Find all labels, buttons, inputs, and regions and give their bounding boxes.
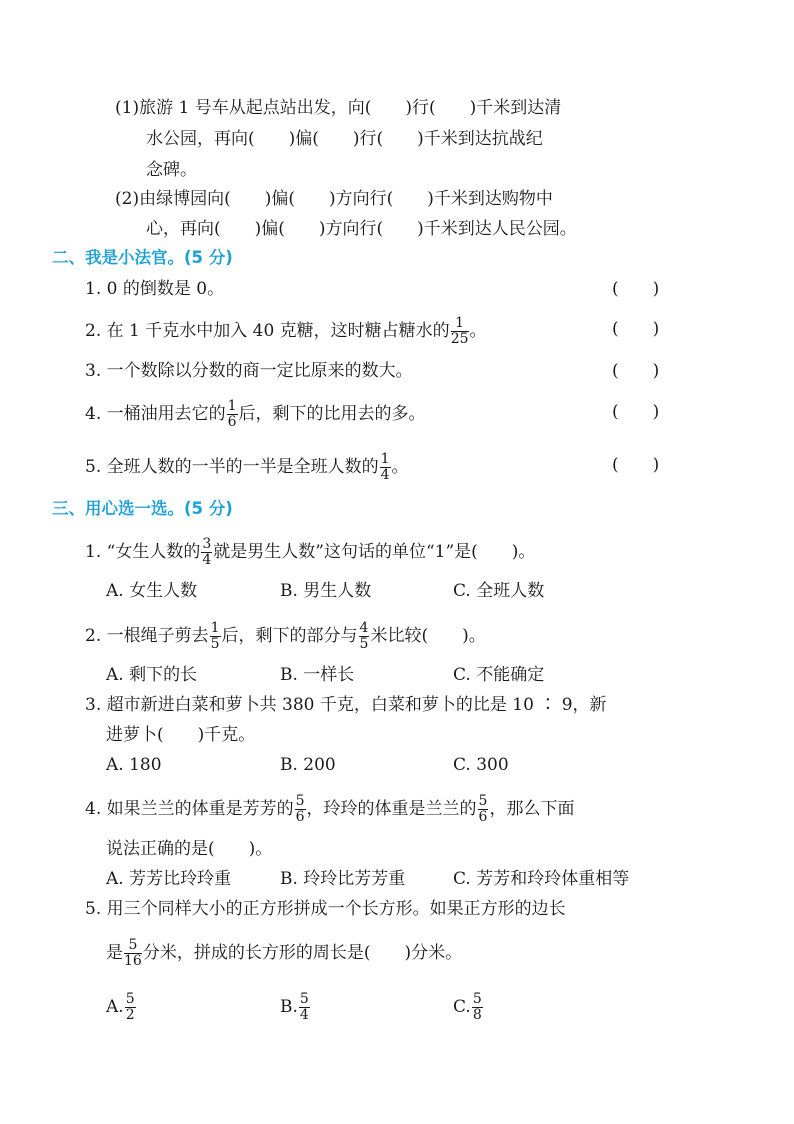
judge-item-1: 1. 0 的倒数是 0。: [85, 279, 225, 299]
judge-item-2-post: 。: [469, 321, 487, 341]
fraction: $\frac{3}{4}$: [202, 536, 212, 568]
choice-q2-option-b: B. 一样长: [280, 665, 355, 685]
fraction: $\frac{5}{8}$: [472, 991, 482, 1023]
choice-q1-option-a: A. 女生人数: [106, 581, 198, 601]
judge-item-5: 5. 全班人数的一半的一半是全班人数的 $\frac{1}{4}$ 。: [85, 451, 409, 483]
fraction: $\frac{5}{6}$: [478, 793, 488, 825]
choice-q5-line1: 5. 用三个同样大小的正方形拼成一个长方形。如果正方形的边长: [85, 899, 566, 919]
judge-answer-blank-1: ( ): [612, 279, 660, 299]
choice-q2: 2. 一根绳子剪去 $\frac{1}{5}$ 后，剩下的部分与 $\frac{4}{5}$ 米比较( )。: [85, 620, 486, 652]
fraction: $\frac{1}{5}$: [210, 620, 220, 652]
judge-answer-blank-5: ( ): [612, 455, 660, 475]
q1-b-line1: (2)由绿博园向( )偏( )方向行( )千米到达购物中: [115, 189, 553, 209]
section2-heading: 二、我是小法官。(5 分): [52, 248, 233, 267]
choice-q1: 1. “女生人数的 $\frac{3}{4}$ 就是男生人数”这句话的单位“1”是( )。: [85, 536, 536, 568]
fraction: $\frac{5}{4}$: [299, 991, 309, 1023]
fraction: $\frac{1}{6}$: [227, 398, 237, 430]
judge-item-4: 4. 一桶油用去它的 $\frac{1}{6}$ 后，剩下的比用去的多。: [85, 398, 426, 430]
choice-q4-option-c: C. 芳芳和玲玲体重相等: [453, 869, 630, 889]
choice-q3-line2: 进萝卜( )千克。: [106, 725, 256, 745]
section3-heading: 三、用心选一选。(5 分): [52, 499, 233, 518]
choice-q4-option-a: A. 芳芳比玲玲重: [106, 869, 232, 889]
fraction: $\frac{5}{16}$: [124, 937, 142, 969]
choice-q3-option-a: A. 180: [106, 755, 162, 775]
choice-q3-option-b: B. 200: [280, 755, 336, 775]
choice-q5-option-a: A. $\frac{5}{2}$: [106, 991, 135, 1023]
q1-b-line2: 心，再向( )偏( )方向行( )千米到达人民公园。: [146, 219, 577, 239]
fraction: $\frac{1}{4}$: [380, 451, 390, 483]
fraction: $\frac{5}{6}$: [295, 793, 305, 825]
choice-q5-option-b: B. $\frac{5}{4}$: [280, 991, 309, 1023]
choice-q2-option-a: A. 剩下的长: [106, 665, 198, 685]
choice-q1-option-b: B. 男生人数: [280, 581, 372, 601]
choice-q4-line2: 说法正确的是( )。: [106, 839, 273, 859]
choice-q5-line2: 是 $\frac{5}{16}$ 分米，拼成的长方形的周长是( )分米。: [106, 937, 463, 969]
judge-item-2: [85, 316, 487, 347]
fraction: $\frac{1}{25}$: [450, 315, 469, 347]
q1-a-line1: (1)旅游 1 号车从起点站出发，向( )行( )千米到达清: [115, 98, 562, 118]
fraction: $\frac{4}{5}$: [359, 620, 369, 652]
choice-q2-option-c: C. 不能确定: [453, 665, 545, 685]
q1-a-line2: 水公园，再向( )偏( )行( )千米到达抗战纪: [146, 129, 543, 149]
judge-item-3: 3. 一个数除以分数的商一定比原来的数大。: [85, 361, 413, 381]
choice-q5-option-c: C. $\frac{5}{8}$: [453, 991, 482, 1023]
choice-q4: 4. 如果兰兰的体重是芳芳的 $\frac{5}{6}$ ，玲玲的体重是兰兰的 $\frac{5}{6}$ ，那么下面: [85, 793, 575, 825]
judge-item-2-pre: 2. 在 1 千克水中加入 40 克糖，这时糖占糖水的: [85, 321, 450, 341]
judge-answer-blank-4: ( ): [612, 402, 660, 422]
choice-q1-option-c: C. 全班人数: [453, 581, 545, 601]
choice-q4-option-b: B. 玲玲比芳芳重: [280, 869, 406, 889]
choice-q3-option-c: C. 300: [453, 755, 509, 775]
choice-q3-line1: 3. 超市新进白菜和萝卜共 380 千克，白菜和萝卜的比是 10 ∶ 9，新: [85, 695, 607, 715]
q1-a-line3: 念碑。: [146, 160, 197, 180]
judge-answer-blank-3: ( ): [612, 361, 660, 381]
fraction: $\frac{5}{2}$: [125, 991, 135, 1023]
judge-answer-blank-2: ( ): [612, 319, 660, 339]
